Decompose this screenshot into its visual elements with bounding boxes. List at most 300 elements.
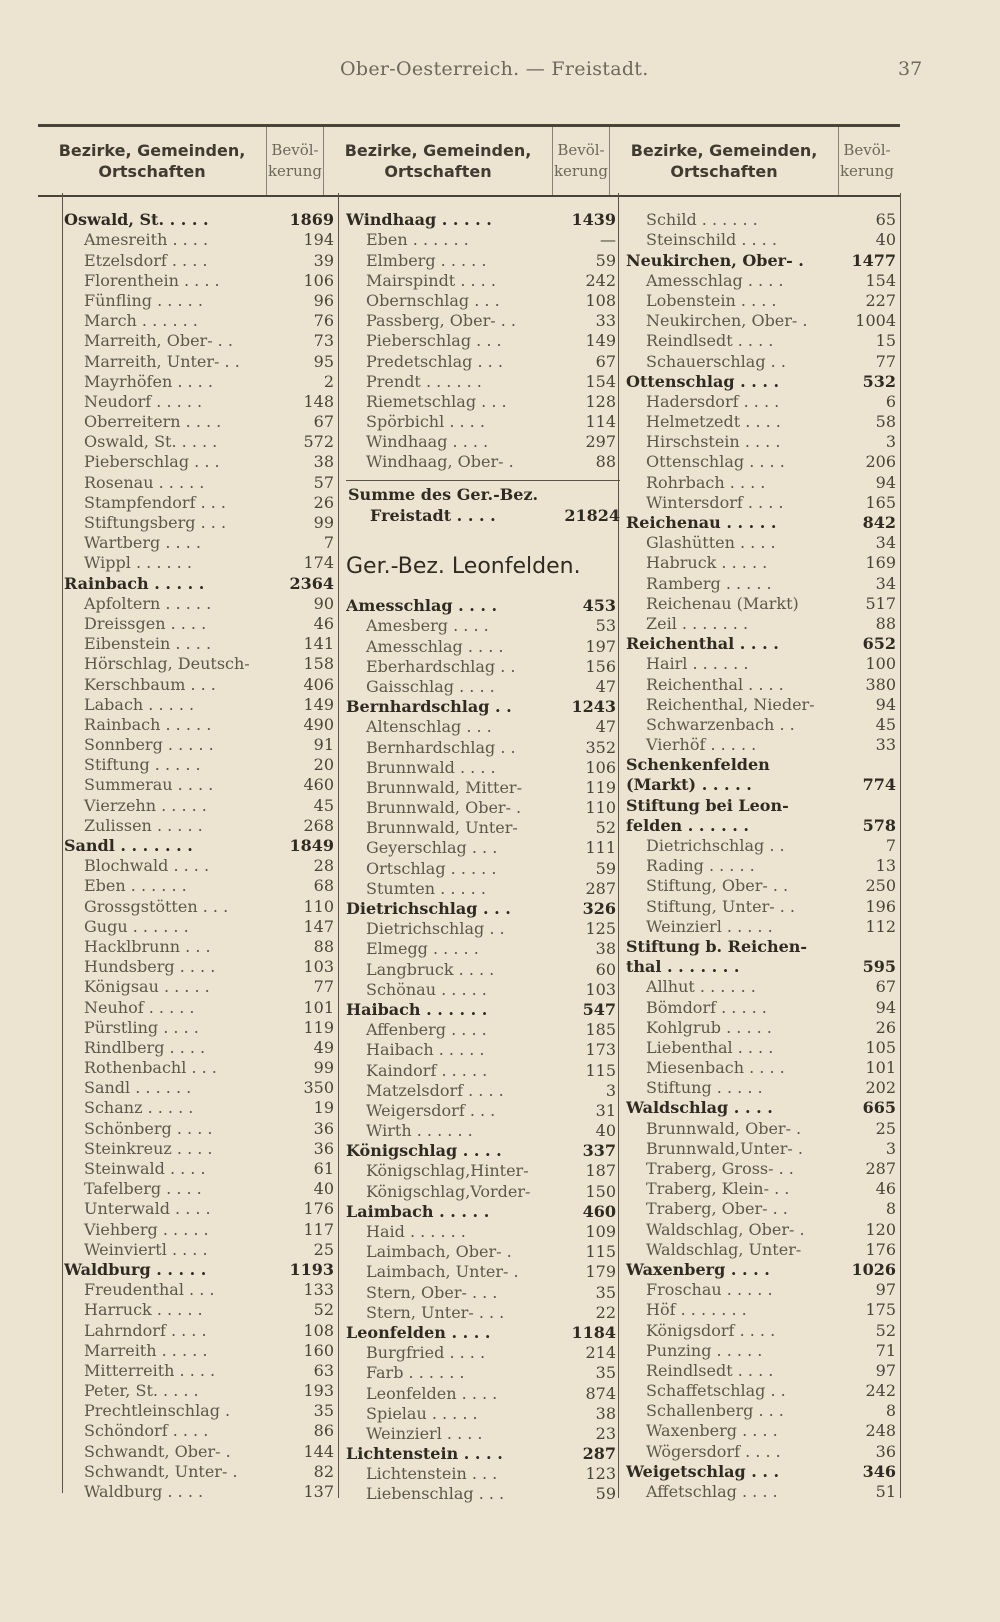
locality-row: [626, 1280, 900, 1300]
place-name: Höf . . . . . . .: [646, 1300, 747, 1320]
population-value: 59: [595, 858, 616, 878]
locality-row: [626, 452, 900, 472]
place-name: Habruck . . . . .: [646, 553, 768, 573]
locality-row: [64, 452, 334, 472]
place-name: felden . . . . . .: [626, 815, 749, 835]
population-value: 103: [303, 957, 334, 977]
population-value: 147: [303, 916, 334, 936]
population-value: 109: [585, 1222, 616, 1241]
municipality-row: [626, 513, 900, 533]
population-value: 1477: [851, 250, 896, 270]
population-value: 63: [313, 1360, 334, 1380]
population-value: 91: [313, 735, 334, 755]
population-value: 149: [303, 694, 334, 714]
place-name: Wippl . . . . . .: [84, 553, 192, 573]
population-value: 106: [585, 757, 616, 777]
population-value: 108: [585, 290, 616, 310]
locality-row: [346, 392, 620, 412]
population-value: 23: [595, 1423, 616, 1443]
population-value: 196: [865, 896, 896, 916]
place-name: Kerschbaum . . .: [84, 674, 216, 694]
locality-row: [346, 939, 620, 959]
locality-row: [346, 677, 620, 697]
population-value: 2364: [289, 573, 334, 593]
place-name: Traberg, Gross- . .: [646, 1159, 794, 1178]
locality-row: [64, 1240, 334, 1260]
place-name: Reichenau (Markt): [646, 593, 799, 613]
population-value: 173: [585, 1040, 616, 1060]
locality-row: [626, 876, 900, 896]
population-value: 150: [585, 1181, 616, 1201]
locality-row: [64, 816, 334, 836]
place-name: Königschlag . . . .: [346, 1141, 502, 1161]
locality-row: [346, 1282, 620, 1302]
population-value: 144: [303, 1441, 334, 1461]
place-name: Schwandt, Unter- .: [84, 1461, 238, 1481]
population-value: 57: [313, 472, 334, 492]
place-name: Labach . . . . .: [84, 694, 195, 714]
locality-row: [626, 1159, 900, 1179]
place-name: Wögersdorf . . . .: [646, 1441, 781, 1461]
place-name: Wintersdorf . . . .: [646, 492, 784, 512]
place-name: Elmberg . . . . .: [366, 250, 487, 270]
locality-row: [64, 997, 334, 1017]
locality-row: [626, 977, 900, 997]
place-name: Brunnwald, Ober- .: [646, 1118, 802, 1138]
column-rule: [900, 193, 901, 1498]
locality-row: [626, 533, 900, 553]
locality-row: [64, 1381, 334, 1401]
locality-row: [626, 472, 900, 492]
population-value: 88: [875, 613, 896, 633]
population-value: 242: [585, 270, 616, 290]
locality-row: [64, 1280, 334, 1300]
place-name: Stiftung, Ober- . .: [646, 876, 789, 896]
locality-row: [64, 533, 334, 553]
place-name: Steinkreuz . . . .: [84, 1138, 213, 1158]
place-name: Lichtenstein . . .: [366, 1464, 498, 1484]
locality-row: [64, 1098, 334, 1118]
population-value: 13: [875, 856, 896, 876]
municipality-row: [346, 1202, 620, 1222]
locality-row: [64, 1078, 334, 1098]
place-name: Blochwald . . . .: [84, 856, 210, 876]
population-value: 174: [303, 553, 334, 573]
municipality-row: [626, 957, 900, 977]
locality-row: [64, 351, 334, 371]
locality-row: [626, 1441, 900, 1461]
population-value: 595: [862, 957, 896, 977]
population-value: 101: [865, 1058, 896, 1078]
locality-row: [64, 432, 334, 452]
population-value: 141: [303, 634, 334, 654]
population-value: 65: [875, 210, 896, 230]
place-name: Zeil . . . . . . .: [646, 613, 749, 633]
place-name: Prendt . . . . . .: [366, 371, 482, 391]
population-value: 6: [885, 391, 896, 411]
place-name: Schaffetschlag . .: [646, 1381, 786, 1401]
place-name: Liebenschlag . . .: [366, 1484, 505, 1504]
column-header-name: Bezirke, Gemeinden, Ortschaften: [344, 141, 532, 181]
population-value: 68: [313, 876, 334, 896]
place-name: Summerau . . . .: [84, 775, 214, 795]
place-name: Brunnwald, Unter-: [366, 818, 518, 838]
place-name: Amesberg . . . .: [366, 616, 489, 636]
population-value: 350: [303, 1078, 334, 1098]
population-value: 1184: [571, 1322, 616, 1342]
place-name: Lichtenstein . . . .: [346, 1444, 503, 1464]
locality-row: [626, 1038, 900, 1058]
population-value: 156: [585, 656, 616, 676]
municipality-row: [626, 372, 900, 392]
population-value: 47: [595, 717, 616, 737]
population-value: 36: [313, 1118, 334, 1138]
population-value: 86: [313, 1421, 334, 1441]
place-name: Oswald, St. . . . .: [64, 210, 209, 230]
population-value: 214: [585, 1343, 616, 1363]
place-name: Waldburg . . . .: [84, 1482, 204, 1501]
municipality-row: [346, 596, 620, 616]
population-value: 35: [595, 1282, 616, 1302]
column-2-entries-lower: [346, 596, 620, 1504]
place-name: Dietrichschlag . . .: [346, 899, 511, 918]
locality-row: [626, 715, 900, 735]
locality-row: [346, 271, 620, 291]
population-value: 59: [595, 250, 616, 270]
population-value: 3: [885, 1138, 896, 1158]
table-header: [38, 127, 900, 197]
locality-row: [64, 594, 334, 614]
place-name: Unterwald . . . .: [84, 1199, 211, 1219]
place-name: Haibach . . . . .: [366, 1040, 485, 1060]
column-rule: [62, 193, 63, 1493]
population-value: 154: [585, 371, 616, 391]
locality-row: [64, 1361, 334, 1381]
place-name: Schwarzenbach . .: [646, 714, 795, 734]
population-value: 45: [875, 714, 896, 734]
population-value: 248: [865, 1421, 896, 1441]
population-value: 165: [865, 492, 896, 512]
place-name: Ottenschlag . . . .: [626, 371, 780, 391]
population-value: 119: [303, 1017, 334, 1037]
place-name: Freudenthal . . .: [84, 1280, 215, 1300]
place-name: Schwandt, Ober- .: [84, 1441, 231, 1461]
locality-row: [64, 695, 334, 715]
page-number: 37: [898, 58, 923, 80]
locality-row: [346, 1020, 620, 1040]
locality-row: [64, 896, 334, 916]
place-name: Helmetzedt . . . .: [646, 412, 781, 432]
place-name: Neuhof . . . . .: [84, 997, 195, 1017]
place-name: Altenschlag . . .: [366, 717, 492, 737]
locality-row: [346, 1101, 620, 1121]
locality-row: [346, 351, 620, 371]
place-name: Rothenbachl . . .: [84, 1058, 217, 1078]
locality-row: [64, 472, 334, 492]
place-name: Stiftung bei Leon-: [626, 795, 789, 815]
population-value: 197: [585, 636, 616, 656]
population-value: 1243: [571, 697, 616, 717]
locality-row: [626, 1078, 900, 1098]
population-value: 179: [585, 1262, 616, 1282]
locality-row: [626, 896, 900, 916]
place-name: Prechtleinschlag .: [84, 1401, 231, 1421]
population-value: 112: [865, 916, 896, 936]
place-name: Neukirchen, Ober- .: [626, 250, 804, 270]
place-name: Reichenau . . . . .: [626, 513, 777, 532]
locality-row: [626, 1139, 900, 1159]
place-name: Passberg, Ober- . .: [366, 311, 517, 331]
locality-row: [626, 1361, 900, 1381]
population-value: 46: [875, 1179, 896, 1199]
population-value: 665: [862, 1098, 896, 1118]
population-value: 1849: [289, 836, 334, 855]
population-value: 96: [313, 290, 334, 310]
place-name: Amesschlag . . . .: [646, 270, 784, 290]
place-name: Miesenbach . . . .: [646, 1058, 785, 1078]
municipality-row: [64, 210, 334, 230]
population-value: 52: [313, 1300, 334, 1320]
place-name: Leonfelden . . . .: [366, 1383, 498, 1403]
place-name: Hairl . . . . . .: [646, 654, 749, 674]
locality-row: [346, 1404, 620, 1424]
place-name: Tafelberg . . . .: [84, 1179, 202, 1199]
place-name: Schönau . . . . .: [366, 979, 487, 999]
locality-row: [346, 1303, 620, 1323]
locality-row: [64, 715, 334, 735]
place-name: Stiftung b. Reichen-: [626, 936, 808, 956]
place-name: Marreith . . . . .: [84, 1340, 208, 1360]
population-value: 7: [323, 533, 334, 553]
locality-row: [346, 230, 620, 250]
population-value: 2: [323, 371, 334, 391]
place-name: Brunnwald, Ober- .: [366, 798, 522, 818]
place-name: Eben . . . . . .: [84, 876, 187, 896]
place-name: Affenberg . . . .: [366, 1020, 487, 1040]
place-name: Waldschlag . . . .: [626, 1098, 773, 1118]
place-name: Dietrichschlag . .: [366, 919, 505, 939]
locality-row: [626, 351, 900, 371]
population-value: 36: [313, 1138, 334, 1158]
locality-row: [64, 1441, 334, 1461]
population-value: 169: [865, 553, 896, 573]
place-name: Windhaag, Ober- .: [366, 452, 514, 472]
place-name: Etzelsdorf . . . .: [84, 250, 208, 270]
place-name: Lobenstein . . . .: [646, 290, 777, 310]
locality-row: [626, 1401, 900, 1421]
municipality-row: [346, 697, 620, 717]
population-value: 35: [313, 1401, 334, 1421]
place-name: Traberg, Klein- . .: [646, 1179, 790, 1199]
locality-row: [346, 311, 620, 331]
population-value: 185: [585, 1020, 616, 1040]
locality-row: [346, 717, 620, 737]
place-name: Laimbach . . . . .: [346, 1201, 490, 1221]
place-name: Lahrndorf . . . .: [84, 1320, 207, 1340]
place-name: Laimbach, Ober- .: [366, 1242, 512, 1262]
population-value: 3: [605, 1080, 616, 1100]
population-value: 652: [862, 634, 896, 654]
population-value: 61: [313, 1159, 334, 1178]
locality-row: [64, 735, 334, 755]
place-name: Oswald, St. . . . .: [84, 432, 218, 452]
place-name: Reichenthal . . . .: [646, 674, 784, 694]
population-value: 90: [313, 593, 334, 613]
population-value: 22: [595, 1302, 616, 1322]
population-value: 77: [875, 351, 896, 371]
place-name: Amesschlag . . . .: [366, 636, 504, 656]
population-value: 47: [595, 676, 616, 696]
place-name: Eben . . . . . .: [366, 230, 469, 250]
place-name: Langbruck . . . .: [366, 959, 495, 979]
population-value: 35: [595, 1363, 616, 1383]
locality-row: [346, 919, 620, 939]
place-name: Ottenschlag . . . .: [646, 452, 785, 472]
locality-row: [346, 1040, 620, 1060]
place-name: Stiftung . . . . .: [646, 1078, 763, 1098]
population-value: 517: [865, 593, 896, 613]
locality-row: [64, 614, 334, 634]
population-value: 287: [865, 1159, 896, 1178]
population-value: 94: [875, 472, 896, 492]
section-heading: Ger.-Bez. Leonfelden.: [346, 554, 581, 579]
population-value: 82: [313, 1461, 334, 1481]
locality-row: [346, 1484, 620, 1504]
locality-row: [626, 836, 900, 856]
place-name: Wirth . . . . . .: [366, 1121, 473, 1141]
locality-row: [64, 755, 334, 775]
population-value: 120: [865, 1219, 896, 1239]
place-name: Spielau . . . . .: [366, 1403, 478, 1423]
locality-row: [346, 1363, 620, 1383]
population-value: 111: [585, 838, 616, 858]
locality-row: [346, 1383, 620, 1403]
place-name: thal . . . . . . .: [626, 957, 740, 977]
population-value: 73: [313, 331, 334, 351]
locality-row: [346, 737, 620, 757]
locality-row: [64, 230, 334, 250]
place-name: Bömdorf . . . . .: [646, 997, 767, 1017]
municipality-row: [626, 816, 900, 836]
population-value: 59: [595, 1484, 616, 1504]
population-value: 187: [585, 1161, 616, 1181]
locality-row: [626, 230, 900, 250]
place-name: Hirschstein . . . .: [646, 432, 781, 452]
locality-row: [626, 210, 900, 230]
population-value: 326: [582, 899, 616, 918]
population-value: 154: [865, 270, 896, 290]
locality-row: [346, 250, 620, 270]
municipality-row: [626, 250, 900, 270]
population-value: 297: [585, 432, 616, 452]
population-value: 578: [862, 815, 896, 835]
locality-row: [64, 1199, 334, 1219]
place-name: Weinzierl . . . . .: [646, 916, 773, 936]
place-name: Brunnwald, Mitter-: [366, 777, 522, 797]
population-value: 460: [582, 1201, 616, 1221]
population-value: 149: [585, 331, 616, 351]
place-name: Dietrichschlag . .: [646, 836, 785, 855]
locality-row: [64, 1341, 334, 1361]
column-1-entries: [64, 210, 334, 1502]
locality-row: [626, 493, 900, 513]
population-value: 490: [303, 714, 334, 734]
municipality-row: [626, 937, 900, 957]
population-value: 532: [862, 371, 896, 391]
locality-row: [64, 311, 334, 331]
place-name: Amesschlag . . . .: [346, 596, 498, 616]
population-value: 460: [303, 775, 334, 795]
locality-row: [64, 1482, 334, 1502]
locality-row: [64, 1118, 334, 1138]
locality-row: [346, 1343, 620, 1363]
place-name: Stiftung, Unter- . .: [646, 896, 795, 916]
population-value: 287: [582, 1444, 616, 1464]
population-value: 52: [875, 1320, 896, 1340]
place-name: Sandl . . . . . .: [84, 1078, 192, 1098]
population-value: 49: [313, 1037, 334, 1057]
place-name: Amesreith . . . .: [84, 230, 209, 250]
population-value: 19: [313, 1098, 334, 1118]
locality-row: [626, 695, 900, 715]
population-value: 175: [865, 1300, 896, 1320]
municipality-row: [346, 1000, 620, 1020]
place-name: Marreith, Unter- . .: [84, 351, 240, 371]
place-name: Haibach . . . . . .: [346, 999, 488, 1019]
place-name: Stiftung . . . . .: [84, 755, 201, 775]
locality-row: [626, 412, 900, 432]
locality-row: [626, 1219, 900, 1239]
district-total-value: 21824: [564, 506, 620, 525]
locality-row: [626, 573, 900, 593]
place-name: Hacklbrunn . . .: [84, 936, 211, 956]
population-value: 8: [885, 1401, 896, 1421]
place-name: Dreissgen . . . .: [84, 613, 207, 633]
locality-row: [64, 1139, 334, 1159]
place-name: Rosenau . . . . .: [84, 472, 205, 492]
municipality-row: [64, 836, 334, 856]
place-name: Froschau . . . . .: [646, 1280, 773, 1300]
population-value: 1869: [289, 210, 334, 230]
locality-row: [626, 654, 900, 674]
municipality-row: [346, 899, 620, 919]
population-value: 1439: [571, 210, 616, 230]
population-value: 60: [595, 959, 616, 979]
population-value: 380: [865, 674, 896, 694]
place-name: Schöndorf . . . .: [84, 1421, 209, 1441]
population-value: 26: [313, 492, 334, 512]
place-name: Bernhardschlag . .: [366, 737, 516, 757]
population-value: 97: [875, 1280, 896, 1300]
locality-row: [64, 1219, 334, 1239]
locality-row: [64, 291, 334, 311]
population-value: 250: [865, 876, 896, 896]
locality-row: [346, 1424, 620, 1444]
population-value: 287: [585, 878, 616, 898]
column-2-entries-upper: [346, 210, 620, 472]
population-value: 1026: [851, 1259, 896, 1279]
locality-row: [64, 271, 334, 291]
population-value: 874: [585, 1383, 616, 1403]
place-name: Vierzehn . . . . .: [84, 795, 207, 815]
locality-row: [626, 392, 900, 412]
population-value: 101: [303, 997, 334, 1017]
place-name: Rainbach . . . . .: [84, 714, 212, 734]
population-value: 53: [595, 616, 616, 636]
place-name: Weigetschlag . . .: [626, 1461, 780, 1481]
locality-row: [64, 412, 334, 432]
population-value: 133: [303, 1280, 334, 1300]
